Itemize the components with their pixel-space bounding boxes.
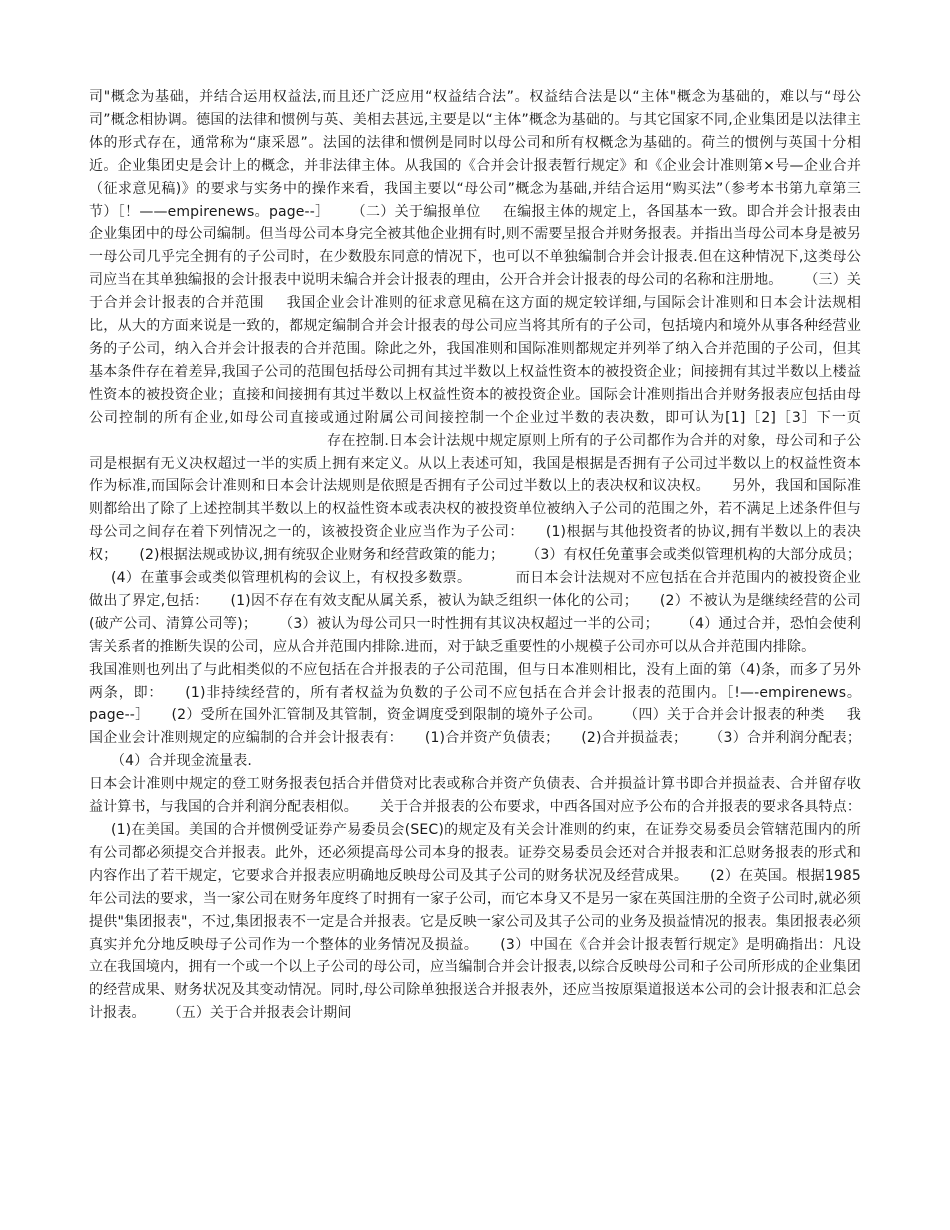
section-heading: （二）关于编报单位 <box>351 203 481 220</box>
paragraph-text: 关于合并报表的公布要求，中西各国对应予公布的合并报表的要求各具特点： <box>379 799 861 816</box>
text-block-2 <box>89 659 861 774</box>
paragraph-text: 我国企业会计准则的征求意见稿在这方面的规定较详细,与国际会计准则和日本会计法规相比，从大的方面来说是一致的，都规定编制合并会计报表的母公司应当将其所有的子公司，包括境内和境外从事各种经营业务的子公司，纳入合并会计报表的合并范围。除此之外，我国准则和国际准则都规定并列举了纳入合并范围的子公司，但其基本条件存在着差异,我国子公司的范围包括母公司拥有其过半数以上权益性资本的被投资企业；间接拥有其过半数以上楼益性资本的被投资企业；直接和间接拥有其过半数以上权益性资本的被投资企业。国际会计准则指出合并财务报表应包括由母公司控制的所有企业,如母公司直接或通过附属公司间接控制一个企业过半数的表决数，即可认为[1]［2]［3］下一页 <box>89 295 861 426</box>
section-heading: （五）关于合并报表会计期间 <box>167 1005 352 1022</box>
paragraph-text: 司"概念为基础，并结合运用权益法,而且还广泛应用“权益结合法”。权益结合法是以“主体"概念为基础的，难以与“母公司”概念相协调。德国的法律和惯例与英、美相去甚远,主要是以“主体”概念为基础的。与其它国家不同,企业集团是以法律主体的形式存在，通常称为“康采恩”。法国的法律和惯例是同时以母公司和所有权概念为基础的。荷兰的惯例与英国十分相近。企业集团史是会计上的概念，并非法律主体。从我国的《合并会计报表暂行规定》和《企业会计准则第×号—企业合并（征求意见稿)》的要求与实务中的操作来看，我国主要以“母公司”概念为基础,并结合运用“购买法”（参考本书第九章第三节）［！——empirenews。page--］ <box>89 89 861 220</box>
list-item: （3）有权任免董事会或类似管理机构的大部分成员； <box>526 547 861 564</box>
paragraph-text: 我国企业会计准则规定的应编制的合并会计报表有： <box>89 707 861 747</box>
list-item: (2）受所在国外汇管制及其管制，资金调度受到限制的境外子公司。 <box>171 707 602 724</box>
document-body <box>89 86 861 1025</box>
list-item: (1)根据与其他投资者的协议,拥有半数以上的表决权； <box>89 524 861 564</box>
paragraph-text: 在编报主体的规定上，各国基本一致。即合并会计报表由企业集团中的母公司编制。但当母公司本身完全被其他企业拥有时,则不需要呈报合并财务报表。并指出当母公司本身是被另一母公司几乎完全拥有的子公司时，在少数股东同意的情况下，也可以不单独编制合并会计报表.但在这种情况下,这类母公司应当在其单独编报的会计报表中说明未编合并会计报表的理由，公开合并会计报表的母公司的名称和注册地。 <box>89 203 861 289</box>
text-block-3 <box>89 773 861 1025</box>
list-item: (1)因不存在有效支配从属关系，被认为缺乏组织一体化的公司； <box>230 592 638 609</box>
list-item: (2)根据法规或协议,拥有统驭企业财务和经营政策的能力； <box>139 547 505 564</box>
paragraph-text: 我国准则也列出了与此相类似的不应包括在合并报表的子公司范围，但与日本准则相比，没有上面的第（4)条，而多了另外两条，即： <box>89 661 861 701</box>
list-item: (3）中国在《合并会计报表暂行规定》是明确指出：凡设立在我国境内，拥有一个或一个以上子公司的母公司，应当编制合并会计报表,以综合反映母公司和子公司所形成的企业集团的经营成果、财务状况及其变动情况。同时,母公司除单独报送合并报表外，还应当按原渠道报送本公司的会计报表和汇总会计报表。 <box>89 936 861 1022</box>
text-block-1 <box>89 86 861 659</box>
section-heading: （四）关于合并会计报表的种类 <box>623 707 825 724</box>
list-item: (2）不被认为是继续经营的公司(破产公司、清算公司等)； <box>89 592 861 632</box>
list-item: （4）合并现金流量表. <box>111 753 253 770</box>
paragraph-text: 而日本会计法规对不应包括在合并范围内的被投资企业做出了界定,包括： <box>89 570 861 609</box>
list-item: (2）在英国。根据1985年公司法的要求，当一家公司在财务年度终了时拥有一家子公司，而它本身又不是另一家在英国注册的全资子公司时,就必须提供"集团报表"，不过,集团报表不一定是合并报表。它是反映一家公司及其子公司的业务及损益情况的报表。集团报表必须真实并允分地反映母子公司作为一个整体的业务情况及损益。 <box>89 867 861 953</box>
list-item: (2)合并损益表； <box>581 730 688 747</box>
list-item: (4）在董事会或类似管理机构的会议上，有权投多数票。 <box>111 570 472 587</box>
paragraph-text: 日本会计准则中规定的登工财务报表包括合并借贷对比表或称合并资产负债表、合并损益计算书即合并损益表、合并留存收益计算书，与我国的合并利润分配表相似。 <box>89 776 861 816</box>
paragraph-text: 另外，我国和国际准则都给出了除了上述控制其半数以上的权益性资本或表决权的被投资单位被纳入子公司的范围之外，若不满足上述条件但与母公司之间存在着下列情况之一的，该被投资企业应当作为子公司： <box>89 478 861 541</box>
list-item: (1)非持续经营的，所有者权益为负数的子公司不应包括在合并会计报表的范围内。［!—-empirenews。page--］ <box>89 684 861 724</box>
list-item: （3）合并利润分配表； <box>709 730 862 747</box>
section-heading: （三）关于合并会计报表的合并范围 <box>89 272 861 312</box>
list-item: （3）被认为母公司只一时性拥有其议决权超过一半的公司； <box>279 615 659 632</box>
list-item: (1)合并资产负债表； <box>424 730 560 747</box>
list-item: （4）通过合并，恐怕会使利害关系者的推断失误的公司，应从合并范围内排除.进而，对于缺乏重要性的小规模子公司亦可以从合并范围内排除。 <box>89 615 861 655</box>
list-item: (1)在美国。美国的合并惯例受证券产易委员会(SEC)的规定及有关会计准则的约束，在证券交易委员会管辖范围内的所有公司都必须提交合并报表。此外，还必须提高母公司本身的报表。证券交易委员会还对合并报表和汇总财务报表的形式和内容作出了若干规定，它要求合并报表应明确地反映母公司及其子公司的财务状况及经营成果。 <box>89 822 861 884</box>
paragraph-text: 存在控制.日本会计法规中规定原则上所有的子公司都作为合并的对象，母公司和子公司是根据有无义决权超过一半的实质上拥有来定义。从以上表述可知，我国是根据是否拥有子公司过半数以上的权益性资本作为标准,而国际会计准则和日本会计法规则是依照是否拥有子公司过半数以上的表决权和议决权。 <box>89 432 861 495</box>
